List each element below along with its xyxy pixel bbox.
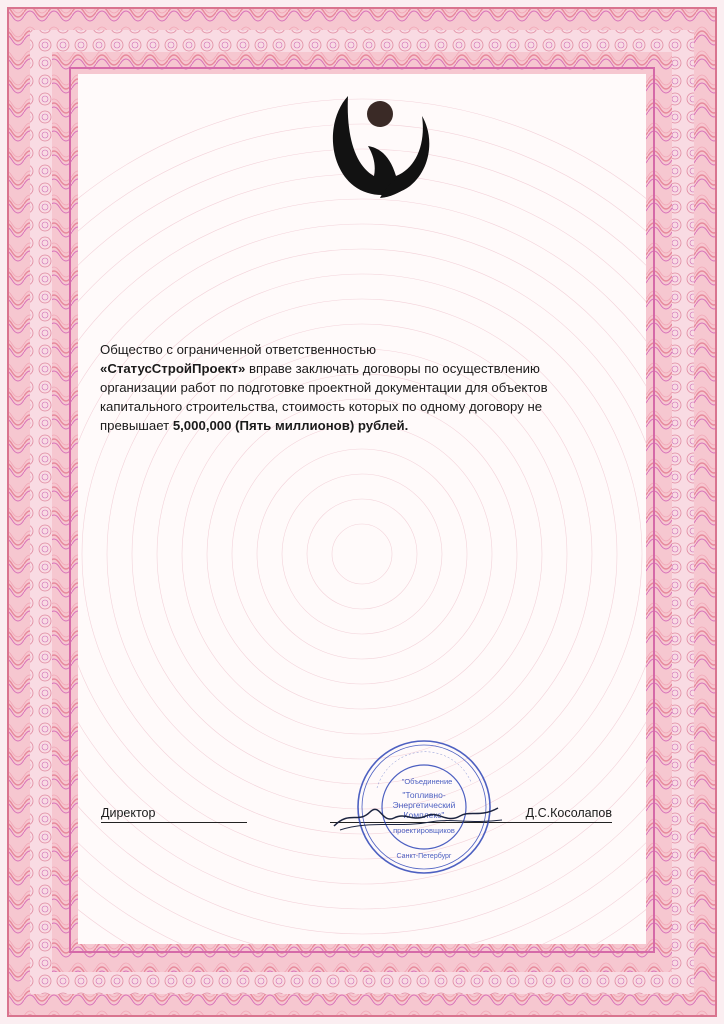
text-line-5 (100, 416, 600, 435)
signatory-name: Д.С.Косолапов (330, 806, 612, 823)
svg-text:проектировщиков: проектировщиков (393, 826, 455, 835)
certificate-text (100, 340, 600, 435)
svg-text:Комплекс": Комплекс" (403, 810, 445, 820)
text-line-2 (100, 359, 600, 378)
svg-text:Энергетический: Энергетический (392, 800, 456, 810)
text-line-1: Общество с ограниченной ответственностью (100, 342, 377, 357)
text-line-4: капитального строительства, стоимость которых по одному договору не (100, 399, 543, 414)
text-line-3: организации работ по подготовке проектной документации для объектов (100, 380, 548, 395)
handwritten-signature (330, 790, 510, 840)
text-line-5-start: превышает (100, 418, 173, 433)
organization-logo-icon (318, 86, 446, 204)
svg-text:"Топливно-: "Топливно- (402, 790, 446, 800)
contract-amount: 5,000,000 (Пять миллионов) рублей. (172, 418, 409, 433)
signatory-role: Директор (101, 806, 247, 823)
company-name: «СтатусСтройПроект» (100, 361, 246, 376)
svg-text:Санкт-Петербург: Санкт-Петербург (396, 853, 452, 860)
text-line-2-rest: вправе заключать договоры по осуществлению (245, 361, 540, 376)
svg-text:"Объединение: "Объединение (401, 777, 453, 786)
